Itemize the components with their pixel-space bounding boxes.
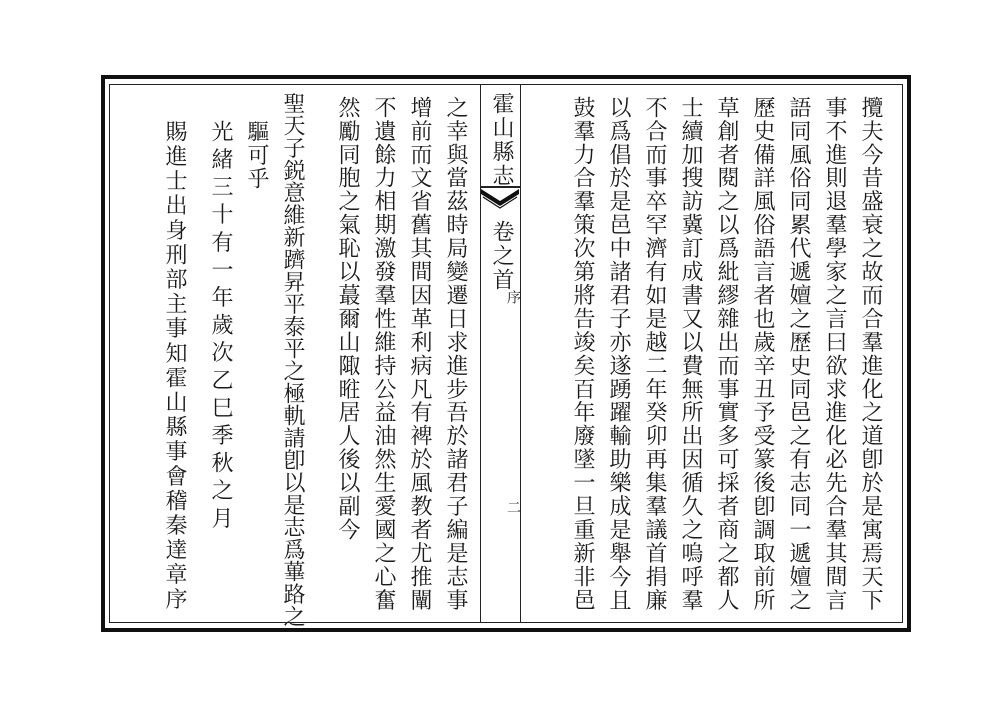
text-column: 歷史備詳風俗語言者也歲辛丑予受篆後卽調取前所: [750, 96, 775, 612]
section-label: 序: [505, 290, 521, 304]
text-column: 不遺餘力相期激發羣性維持公益油然生愛國之心奮: [371, 96, 396, 612]
text-column: 之幸與當茲時局變遷日求進步吾於諸君子編是志事: [443, 96, 468, 612]
fish-tail-ornament-icon: [480, 188, 520, 214]
book-title: 霍山縣志: [489, 92, 514, 188]
text-column: 然勵同胞之氣恥以蕞爾山陬暀居人後以副今: [335, 96, 360, 542]
text-column: 草創者閱之以爲紕繆雜出而事實多可採者商之都人: [714, 96, 739, 612]
author-signature-line: 賜進士出身刑部主事知霍山縣事會稽秦達章序: [162, 120, 187, 612]
page-number: 二: [505, 500, 521, 514]
text-column: 士續加搜訪冀訂成書又以費無所出因循久之嗚呼羣: [678, 96, 703, 612]
text-column: 攬夫今昔盛衰之故而合羣進化之道卽於是寓焉天下: [858, 96, 883, 612]
text-column: 語同風俗同累代遞嬗之歷史同邑之有志同一遞嬗之: [786, 96, 811, 612]
text-column: 以爲倡於是邑中諸君子亦遂踴躍輸助樂成是舉今且: [606, 96, 631, 612]
text-column: 增前而文省舊其間因革利病凡有裨於風教者尤推闡: [407, 96, 432, 612]
text-column-raised: 聖天子鋭意維新躋昇平泰平之極軌請卽以是志爲蓽路之: [280, 92, 305, 628]
center-column-left-rule: [480, 84, 481, 623]
text-column: 鼓羣力合羣策次第將告竣矣百年廢墜一旦重新非邑: [570, 96, 595, 612]
text-column: 驅可乎: [244, 120, 269, 191]
text-column: 事不進則退羣學家之言曰欲求進化必先合羣其間言: [822, 96, 847, 612]
date-line: 光緒三十有一年歲次乙巳季秋之月: [208, 120, 233, 534]
center-column-right-rule: [520, 84, 521, 623]
volume-label: 卷之首: [489, 220, 514, 292]
text-column: 不合而事卒罕濟有如是越二年癸卯再集羣議首捐廉: [642, 96, 667, 612]
